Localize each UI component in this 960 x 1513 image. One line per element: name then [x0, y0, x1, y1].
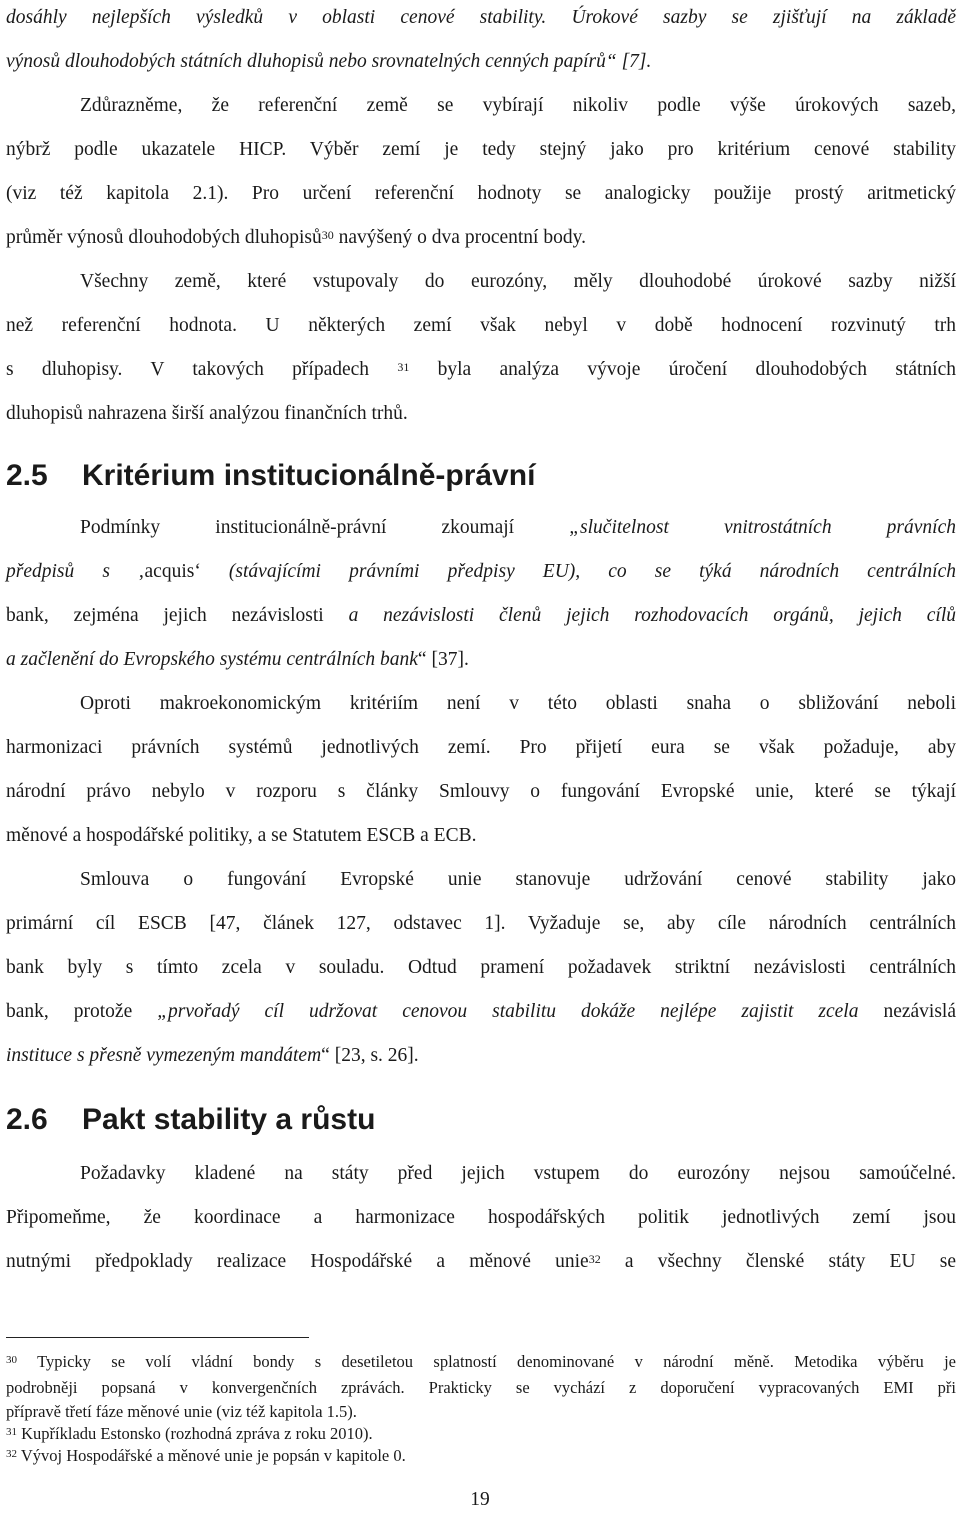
text-span: bank, protože	[6, 1001, 158, 1022]
italic-span: a nezávislosti členů jejich rozhodovacích orgánů, jejich cílů	[348, 605, 956, 626]
italic-span: a začlenění do Evropského systému centrálních bank	[6, 649, 418, 670]
text-line	[80, 868, 956, 892]
text-line	[6, 736, 956, 760]
text-line	[80, 692, 956, 716]
text-span: nutnými předpoklady realizace Hospodářské a měnové unie	[6, 1251, 589, 1272]
text-line	[6, 1044, 956, 1068]
text-span: než referenční hodnota. U některých zemí však nebyl v době hodnocení rozvinutý trh	[6, 315, 956, 336]
italic-span: instituce s přesně vymezeným mandátem	[6, 1045, 322, 1066]
text-span: Všechny země, které vstupovaly do eurozóny, měly dlouhodobé úrokové sazby nižší	[80, 271, 956, 292]
italic-span: „prvořadý cíl udržovat cenovou stabilitu dokáže nejlépe zajistit zcela	[157, 1001, 859, 1022]
footnote-text: podrobněji popsaná v konvergenčních zprávách. Prakticky se vychází z doporučení vypracovaných EMI při	[6, 1378, 956, 1397]
page-number: 19	[470, 1489, 490, 1510]
section-title: Kritérium institucionálně-právní	[82, 459, 536, 492]
footnote-text: Typicky se volí vládní bondy s desetiletou splatností denominované v národní měně. Metodika výběru je	[17, 1352, 956, 1371]
text-span: Podmínky institucionálně-právní zkoumají	[80, 517, 570, 538]
section-number: 2.6	[6, 1103, 48, 1136]
text-span: dluhopisů nahrazena širší analýzou finančních trhů.	[6, 403, 408, 424]
text-line	[6, 1250, 956, 1274]
text-span: “ [37].	[417, 649, 469, 670]
text-line	[80, 270, 956, 294]
footnote-number: 32	[6, 1448, 17, 1460]
footnote-line	[6, 1378, 956, 1398]
italic-span: předpisů s	[6, 561, 139, 582]
text-span: Oproti makroekonomickým kritériím není v této oblasti snaha o sbližování neboli	[80, 693, 956, 714]
footnote-line	[6, 1352, 956, 1372]
italic-span: „slučitelnost vnitrostátních právních	[569, 517, 956, 538]
text-span: průměr výnosů dlouhodobých dluhopisů	[6, 227, 322, 248]
footnote-separator	[6, 1337, 309, 1338]
text-span: “ [23, s. 26].	[321, 1045, 419, 1066]
text-line	[6, 314, 956, 338]
footnote-line	[6, 1446, 956, 1466]
footnote-text: přípravě třetí fáze měnové unie (viz též kapitola 1.5).	[6, 1402, 357, 1421]
text-span: nýbrž podle ukazatele HICP. Výběr zemí je tedy stejný jako pro kritérium cenové stability	[6, 139, 956, 160]
footnote-number: 30	[6, 1354, 17, 1366]
text-line	[6, 358, 956, 382]
footnote-line	[6, 1402, 956, 1422]
text-span: dosáhly nejlepších výsledků v oblasti cenové stability. Úrokové sazby se zjišťují na základě	[6, 7, 956, 28]
text-line	[6, 138, 956, 162]
text-line	[6, 182, 956, 206]
text-span: měnové a hospodářské politiky, a se Statutem ESCB a ECB.	[6, 825, 477, 846]
text-line	[6, 226, 956, 250]
italic-span: (stávajícími právními předpisy EU), co se týká národních centrálních	[200, 561, 956, 582]
text-line	[6, 824, 956, 848]
footnote-number: 31	[6, 1426, 17, 1438]
footnote-ref: 31	[397, 360, 410, 374]
text-line	[80, 516, 956, 540]
text-line	[6, 912, 956, 936]
text-span: bank, zejména jejich nezávislosti	[6, 605, 349, 626]
text-span: bank byly s tímto zcela v souladu. Odtud pramení požadavek striktní nezávislosti centrálních	[6, 957, 956, 978]
text-span: byla analýza vývoje úročení dlouhodobých státních	[409, 359, 956, 380]
text-line	[6, 604, 956, 628]
text-span: výnosů dlouhodobých státních dluhopisů nebo srovnatelných cenných papírů“ [7].	[6, 51, 652, 72]
text-line	[6, 50, 956, 74]
text-line	[6, 956, 956, 980]
text-span: primární cíl ESCB [47, článek 127, odstavec 1]. Vyžaduje se, aby cíle národních centrálních	[6, 913, 956, 934]
text-line	[6, 402, 956, 426]
section-heading	[6, 458, 535, 494]
text-span: národní právo nebylo v rozporu s články Smlouvy o fungování Evropské unie, které se týkají	[6, 781, 956, 802]
section-number: 2.5	[6, 459, 48, 492]
text-line	[6, 1206, 956, 1230]
footnote-ref: 30	[321, 228, 334, 242]
footnote-line	[6, 1424, 956, 1444]
text-span: Připomeňme, že koordinace a harmonizace hospodářských politik jednotlivých zemí jsou	[6, 1207, 956, 1228]
footnote-text: Kupříkladu Estonsko (rozhodná zpráva z roku 2010).	[17, 1424, 373, 1443]
footnote-ref: 32	[588, 1252, 601, 1266]
text-line	[80, 94, 956, 118]
text-line	[6, 6, 956, 30]
section-title: Pakt stability a růstu	[82, 1103, 376, 1136]
text-line	[6, 1000, 956, 1024]
text-span: Smlouva o fungování Evropské unie stanovuje udržování cenové stability jako	[80, 869, 956, 890]
text-span: harmonizaci právních systémů jednotlivých zemí. Pro přijetí eura se však požaduje, aby	[6, 737, 956, 758]
text-span: ‚acquis‘	[138, 561, 201, 582]
text-span: nezávislá	[858, 1001, 957, 1022]
footnote-text: Vývoj Hospodářské a měnové unie je popsán v kapitole 0.	[17, 1446, 406, 1465]
text-line	[80, 1162, 956, 1186]
text-span: navýšený o dva procentní body.	[333, 227, 586, 248]
text-span: Požadavky kladené na státy před jejich vstupem do eurozóny nejsou samoúčelné.	[80, 1163, 956, 1184]
text-line	[6, 560, 956, 584]
text-line	[6, 648, 956, 672]
text-span: s dluhopisy. V takových případech	[6, 359, 398, 380]
text-line	[6, 780, 956, 804]
text-span: Zdůrazněme, že referenční země se vybírají nikoliv podle výše úrokových sazeb,	[80, 95, 956, 116]
section-heading	[6, 1102, 375, 1138]
text-span: a všechny členské státy EU se	[600, 1251, 956, 1272]
text-span: (viz též kapitola 2.1). Pro určení referenční hodnoty se analogicky použije prostý aritmetický	[6, 183, 956, 204]
